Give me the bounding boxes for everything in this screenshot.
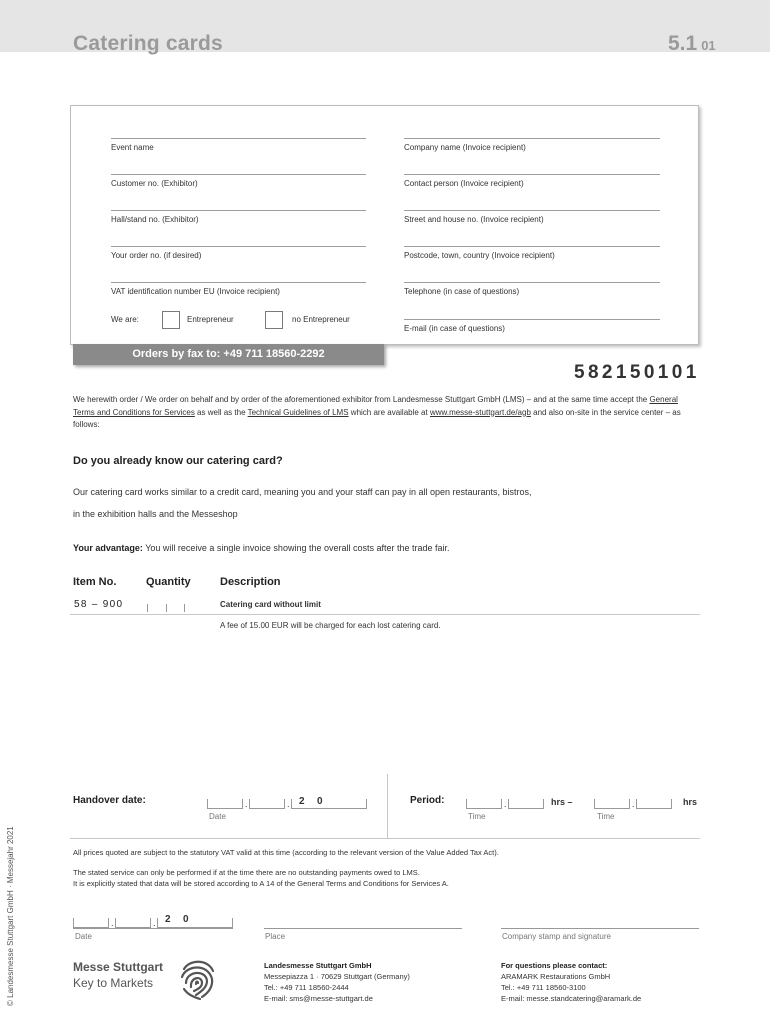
handover-bottom-divider [70,838,700,839]
entrepreneur-label: Entrepreneur [187,315,234,324]
brand-name: Messe Stuttgart [73,960,164,974]
minute-segment [508,799,544,809]
page-title: Catering cards [73,32,223,55]
telephone-field[interactable]: Telephone (in case of questions) [404,282,660,296]
intro-text [73,394,698,432]
lms-street: Messepiazza 1 · 70629 Stuttgart (Germany) [264,972,410,981]
terms-link[interactable]: General Terms and Conditions for Services [73,395,678,417]
year-digit-2: 2 [299,796,305,807]
vat-note: All prices quoted are subject to the statutory VAT valid at this time (according to the relevant version of the Value Added Tax Act). [73,848,499,857]
day-segment [207,799,243,809]
fingerprint-logo-icon [180,957,216,1001]
section-paragraph-line2: in the exhibition halls and the Messeshop [73,509,238,519]
item-description: Catering card without limit [220,600,321,609]
month-segment [249,799,285,809]
lms-company: Landesmesse Stuttgart GmbH [264,961,372,970]
lms-tel: Tel.: +49 711 18560-2444 [264,983,349,992]
col-description: Description [220,576,281,588]
agb-url-link[interactable]: www.messe-stuttgart.de/agb [429,407,531,417]
data-storage-note: It is explicitly stated that data will be stored according to A 14 of the General Terms and Conditions for Services A. [73,879,449,888]
vat-id-field[interactable]: VAT identification number EU (Invoice recipient) [111,282,366,296]
page-number [668,32,716,56]
handover-divider [387,774,388,838]
advantage-label: Your advantage: [73,543,143,553]
date-separator: . [153,918,156,928]
advantage-text [73,543,450,553]
handover-date-label: Handover date: [73,795,146,806]
time-separator: . [504,799,507,809]
lms-address [264,960,410,1004]
customer-no-field[interactable]: Customer no. (Exhibitor) [111,174,366,188]
contact-heading: For questions please contact: [501,961,608,970]
contact-person-field[interactable]: Contact person (Invoice recipient) [404,174,660,188]
period-end-sublabel: Time [597,812,615,821]
period-start-sublabel: Time [468,812,486,821]
intro-part2: as well as the [194,407,248,417]
quantity-input[interactable] [147,604,185,612]
we-are-label: We are: [111,315,139,324]
date-line [73,928,233,929]
hrs-dash: hrs – [551,797,573,807]
contact-company: ARAMARK Restaurations GmbH [501,972,611,981]
signature-date-label: Date [75,932,92,941]
lms-email: E-mail: sms@messe-stuttgart.de [264,994,373,1003]
contact-tel: Tel.: +49 711 18560-3100 [501,983,586,992]
day-segment [73,918,109,928]
order-no-field[interactable]: Your order no. (if desired) [111,246,366,260]
advantage-body: You will receive a single invoice showing the overall costs after the trade fair. [142,543,450,553]
date-separator: . [245,799,248,809]
date-separator: . [111,918,114,928]
hall-stand-field[interactable]: Hall/stand no. (Exhibitor) [111,210,366,224]
item-no-value: 58 – 900 [74,599,124,610]
side-copyright: © Landesmesse Stuttgart GmbH · Messejahr 2021 [6,826,15,1006]
place-label: Place [265,932,286,941]
no-entrepreneur-label: no Entrepreneur [292,315,350,324]
no-entrepreneur-checkbox[interactable] [265,311,283,329]
stamp-label: Company stamp and signature [502,932,611,941]
year-digit-0: 0 [317,796,323,807]
event-name-field[interactable]: Event name [111,138,366,152]
intro-part1: We herewith order / We order on behalf and by order of the aforementioned exhibitor from Landesmesse Stuttgart GmbH (LMS) – and at the same time accept the [73,395,650,404]
postcode-field[interactable]: Postcode, town, country (Invoice recipient) [404,246,660,260]
hour-segment [466,799,502,809]
hour-segment [594,799,630,809]
place-line[interactable] [264,928,462,929]
intro-part3: which are available at [348,407,430,417]
date-separator: . [287,799,290,809]
page-number-main: 5.1 [668,32,698,55]
form-number: 582150101 [574,362,700,383]
month-segment [115,918,151,928]
street-field[interactable]: Street and house no. (Invoice recipient) [404,210,660,224]
entrepreneur-checkbox[interactable] [162,311,180,329]
fee-note: A fee of 15.00 EUR will be charged for each lost catering card. [220,621,441,630]
time-separator: . [632,799,635,809]
intro-part4: and also on-site in the service center – as follows: [73,407,681,429]
section-heading: Do you already know our catering card? [73,455,283,467]
period-label: Period: [410,795,445,806]
company-name-field[interactable]: Company name (Invoice recipient) [404,138,660,152]
handover-date-sublabel: Date [209,812,226,821]
section-paragraph-line1: Our catering card works similar to a credit card, meaning you and your staff can pay in all open restaurants, bistros, [73,487,532,497]
minute-segment [636,799,672,809]
brand-tagline: Key to Markets [73,976,154,990]
year-digit-0: 0 [183,914,189,925]
contact-email: E-mail: messe.standcatering@aramark.de [501,994,642,1003]
hrs-label: hrs [683,797,698,807]
aramark-contact [501,960,641,1004]
fax-banner: Orders by fax to: +49 711 18560-2292 [73,344,384,365]
col-quantity: Quantity [146,576,191,588]
email-field[interactable]: E-mail (in case of questions) [404,319,660,333]
page-number-sub: 01 [701,38,716,53]
year-digit-2: 2 [165,914,171,925]
guidelines-link[interactable]: Technical Guidelines of LMS [247,407,349,417]
table-row-divider [70,614,700,615]
payment-note: The stated service can only be performed if at the time there are no outstanding payments owed to LMS. [73,868,420,877]
col-item-no: Item No. [73,576,117,588]
stamp-line[interactable] [501,928,699,929]
